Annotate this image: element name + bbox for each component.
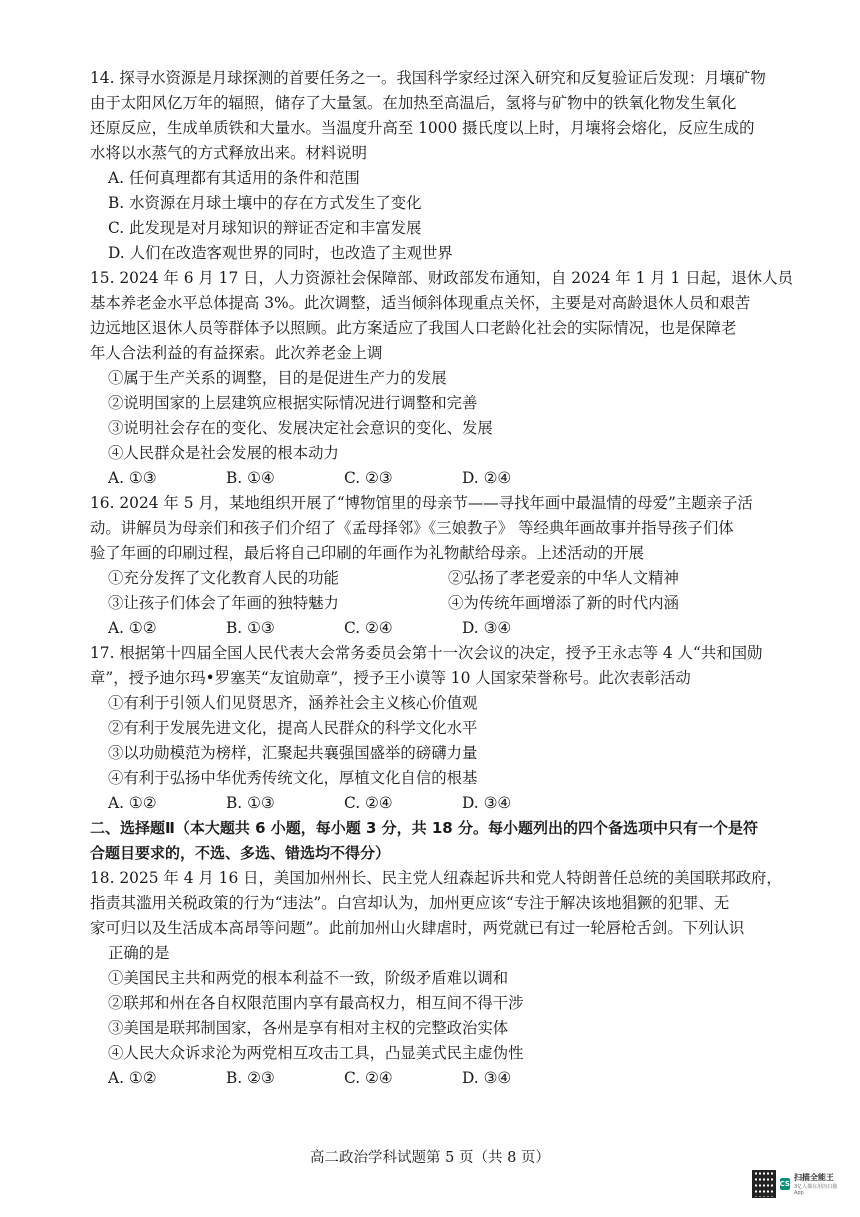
question-stem-line: 水将以水蒸气的方式释放出来。材料说明	[90, 144, 368, 162]
answer-c: C. ②③	[344, 469, 393, 487]
watermark-subtitle: 3亿人都在用的扫描App	[793, 1184, 838, 1196]
answer-a: A. ①②	[108, 619, 157, 637]
question-stem-line: 15. 2024 年 6 月 17 日，人力资源社会保障部、财政部发布通知，自 2024 年 1 月 1 日起，退休人员	[90, 269, 793, 287]
section-heading-line: 二、选择题Ⅱ（本大题共 6 小题，每小题 3 分，共 18 分。每小题列出的四个备选项中只有一个是符	[90, 819, 758, 837]
question-stem-line: 动。讲解员为母亲们和孩子们介绍了《孟母择邻》《三娘教子》 等经典年画故事并指导孩子们体	[90, 519, 734, 537]
statement-item: ②说明国家的上层建筑应根据实际情况进行调整和完善	[108, 394, 478, 412]
question-stem-line: 边远地区退休人员等群体予以照顾。此方案适应了我国人口老龄化社会的实际情况，也是保障老	[90, 319, 737, 337]
question-stem-line: 家可归以及生活成本高昂等问题”。此前加州山火肆虐时，两党就已有过一轮唇枪舌剑。下列认识	[90, 919, 745, 937]
answer-d: D. ③④	[462, 1069, 512, 1087]
page-footer: 高二政治学科试题第 5 页（共 8 页）	[310, 1150, 550, 1166]
question-stem-line: 基本养老金水平总体提高 3%。此次调整，适当倾斜体现重点关怀，主要是对高龄退休人员和艰苦	[90, 294, 751, 312]
question-stem-line: 18. 2025 年 4 月 16 日，美国加州州长、民主党人纽森起诉共和党人特朗普任总统的美国联邦政府，	[90, 869, 782, 887]
question-stem-line: 正确的是	[108, 944, 170, 962]
camscanner-logo-icon: CS	[779, 1180, 790, 1188]
question-14	[90, 66, 800, 266]
statement-item: ③以功勋模范为榜样，汇聚起共襄强国盛举的磅礴力量	[108, 744, 478, 762]
option-d: D. 人们在改造客观世界的同时，也改造了主观世界	[108, 244, 453, 262]
scanner-watermark	[752, 1168, 838, 1200]
question-stem-line: 验了年画的印刷过程，最后将自己印刷的年画作为礼物献给母亲。上述活动的开展	[90, 544, 645, 562]
option-b: B. 水资源在月球土壤中的存在方式发生了变化	[108, 194, 422, 212]
statement-item: ④有利于弘扬中华优秀传统文化，厚植文化自信的根基	[108, 769, 478, 787]
question-stem-line: 章”，授予迪尔玛•罗塞芙“友谊勋章”，授予王小谟等 10 人国家荣誉称号。此次表彰活动	[90, 669, 691, 687]
answer-a: A. ①②	[108, 794, 157, 812]
option-c: C. 此发现是对月球知识的辩证否定和丰富发展	[108, 219, 422, 237]
answer-b: B. ①④	[226, 469, 275, 487]
question-stem-line: 由于太阳风亿万年的辐照，储存了大量氢。在加热至高温后，氢将与矿物中的铁氧化物发生氧化	[90, 94, 737, 112]
question-18	[90, 866, 800, 1091]
option-a: A. 任何真理都有其适用的条件和范围	[108, 169, 360, 187]
exam-page	[90, 66, 800, 1091]
statement-row	[90, 591, 800, 616]
section-heading-line: 合题目要求的，不选、多选、错选均不得分）	[90, 844, 391, 862]
question-16	[90, 491, 800, 641]
statement-item: ①属于生产关系的调整，目的是促进生产力的发展	[108, 369, 447, 387]
statement-item: ④人民群众是社会发展的根本动力	[108, 444, 339, 462]
answer-a: A. ①②	[108, 1069, 157, 1087]
statement-item: ④人民大众诉求沦为两党相互攻击工具，凸显美式民主虚伪性	[108, 1044, 524, 1062]
qr-code-icon	[752, 1170, 776, 1198]
question-stem-line: 还原反应，生成单质铁和大量水。当温度升高至 1000 摄氏度以上时，月壤将会熔化，反应生成的	[90, 119, 755, 137]
answer-d: D. ②④	[462, 469, 512, 487]
answer-options	[90, 616, 800, 641]
answer-d: D. ③④	[462, 619, 512, 637]
answer-b: B. ①③	[226, 619, 275, 637]
answer-options	[90, 1066, 800, 1091]
answer-options	[90, 791, 800, 816]
question-stem-line: 17. 根据第十四届全国人民代表大会常务委员会第十一次会议的决定，授予王永志等 4 人“共和国勋	[90, 644, 763, 662]
question-17	[90, 641, 800, 816]
answer-c: C. ②④	[344, 1069, 393, 1087]
statement-item: ②弘扬了孝老爱亲的中华人文精神	[448, 569, 679, 587]
section-2-heading	[90, 816, 800, 866]
statement-item: ①充分发挥了文化教育人民的功能	[108, 569, 339, 587]
statement-item: ③说明社会存在的变化、发展决定社会意识的变化、发展	[108, 419, 493, 437]
statement-item: ②有利于发展先进文化，提高人民群众的科学文化水平	[108, 719, 478, 737]
answer-c: C. ②④	[344, 794, 393, 812]
answer-a: A. ①③	[108, 469, 157, 487]
question-stem-line: 年人合法利益的有益探索。此次养老金上调	[90, 344, 383, 362]
statement-item: ①有利于引领人们见贤思齐，涵养社会主义核心价值观	[108, 694, 478, 712]
question-stem-line: 14. 探寻水资源是月球探测的首要任务之一。我国科学家经过深入研究和反复验证后发现：月壤矿物	[90, 69, 766, 87]
statement-row	[90, 566, 800, 591]
statement-item: ③让孩子们体会了年画的独特魅力	[108, 594, 339, 612]
answer-b: B. ②③	[226, 1069, 275, 1087]
answer-options	[90, 466, 800, 491]
statement-item: ④为传统年画增添了新的时代内涵	[448, 594, 679, 612]
statement-item: ①美国民主共和两党的根本利益不一致，阶级矛盾难以调和	[108, 969, 509, 987]
question-15	[90, 266, 800, 491]
question-stem-line: 16. 2024 年 5 月，某地组织开展了“博物馆里的母亲节——寻找年画中最温情的母爱”主题亲子活	[90, 494, 753, 512]
answer-c: C. ②④	[344, 619, 393, 637]
watermark-title: 扫描全能王	[793, 1173, 834, 1182]
statement-item: ③美国是联邦制国家，各州是享有相对主权的完整政治实体	[108, 1019, 509, 1037]
question-stem-line: 指责其滥用关税政策的行为“违法”。白宫却认为，加州更应该“专注于解决该地猖獗的犯罪、无	[90, 894, 730, 912]
answer-b: B. ①③	[226, 794, 275, 812]
statement-item: ②联邦和州在各自权限范围内享有最高权力，相互间不得干涉	[108, 994, 524, 1012]
answer-d: D. ③④	[462, 794, 512, 812]
